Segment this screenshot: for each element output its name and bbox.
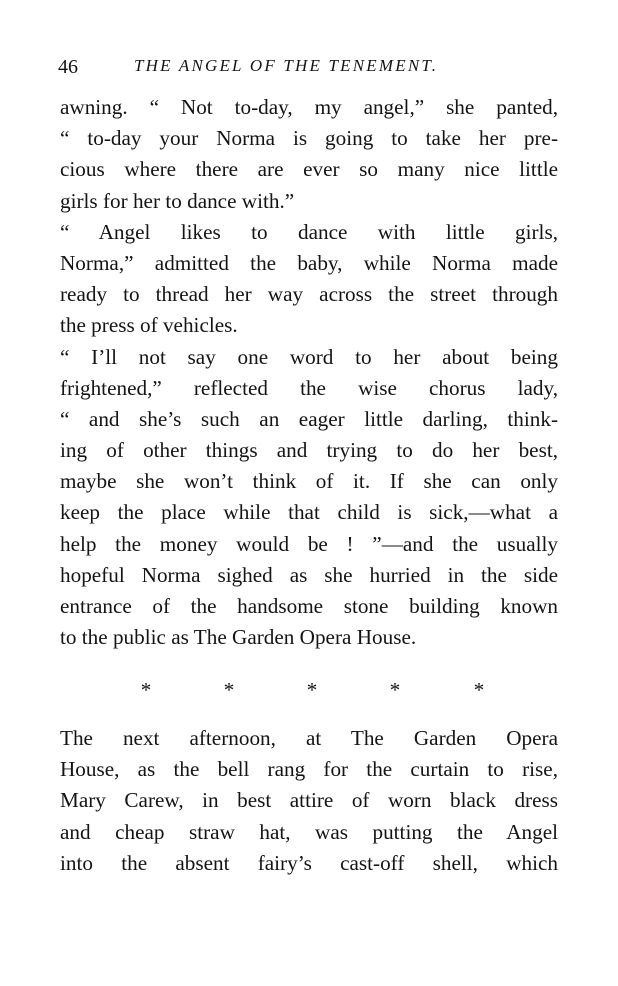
- body-text-lower: [60, 723, 558, 879]
- text-line: “ to-day your Norma is going to take her pre-: [60, 126, 558, 151]
- running-title: THE ANGEL OF THE TENEMENT.: [134, 56, 439, 75]
- text-line: ready to thread her way across the street through: [60, 282, 558, 307]
- text-line: “ I’ll not say one word to her about being: [60, 344, 558, 369]
- separator-asterisk: *: [473, 678, 485, 702]
- text-line: The next afternoon, at The Garden Opera: [60, 726, 558, 750]
- text-line: awning. “ Not to-day, my angel,” she panted,: [60, 95, 558, 119]
- text-line: ing of other things and trying to do her best,: [60, 438, 558, 463]
- separator-asterisk: *: [223, 678, 235, 702]
- body-text-upper: [60, 92, 558, 653]
- text-line: entrance of the handsome stone building known: [60, 594, 558, 618]
- text-line: into the absent fairy’s cast-off shell, which: [60, 850, 558, 875]
- text-line: Mary Carew, in best attire of worn black dress: [60, 788, 558, 813]
- text-line: girls for her to dance with.”: [60, 188, 295, 213]
- text-line: House, as the bell rang for the curtain to rise,: [60, 757, 558, 782]
- section-separator: [0, 678, 618, 702]
- text-line: help the money would be ! ”—and the usually: [60, 531, 558, 556]
- separator-asterisk: *: [306, 678, 318, 702]
- text-line: frightened,” reflected the wise chorus lady,: [60, 375, 558, 400]
- text-line: hopeful Norma sighed as she hurried in the side: [60, 562, 558, 587]
- text-line: maybe she won’t think of it. If she can only: [60, 469, 558, 494]
- text-line: “ and she’s such an eager little darling, think-: [60, 406, 558, 431]
- text-line: keep the place while that child is sick,—what a: [60, 500, 558, 525]
- text-line: Norma,” admitted the baby, while Norma made: [60, 250, 558, 275]
- page-header: [58, 56, 558, 82]
- text-line: “ Angel likes to dance with little girls,: [60, 219, 558, 244]
- text-line: the press of vehicles.: [60, 313, 238, 338]
- page-number: 46: [58, 56, 78, 78]
- text-line: to the public as The Garden Opera House.: [60, 625, 417, 650]
- separator-asterisk: *: [389, 678, 401, 702]
- text-line: and cheap straw hat, was putting the Angel: [60, 819, 558, 844]
- separator-asterisk: *: [140, 678, 152, 702]
- text-line: cious where there are ever so many nice little: [60, 157, 558, 182]
